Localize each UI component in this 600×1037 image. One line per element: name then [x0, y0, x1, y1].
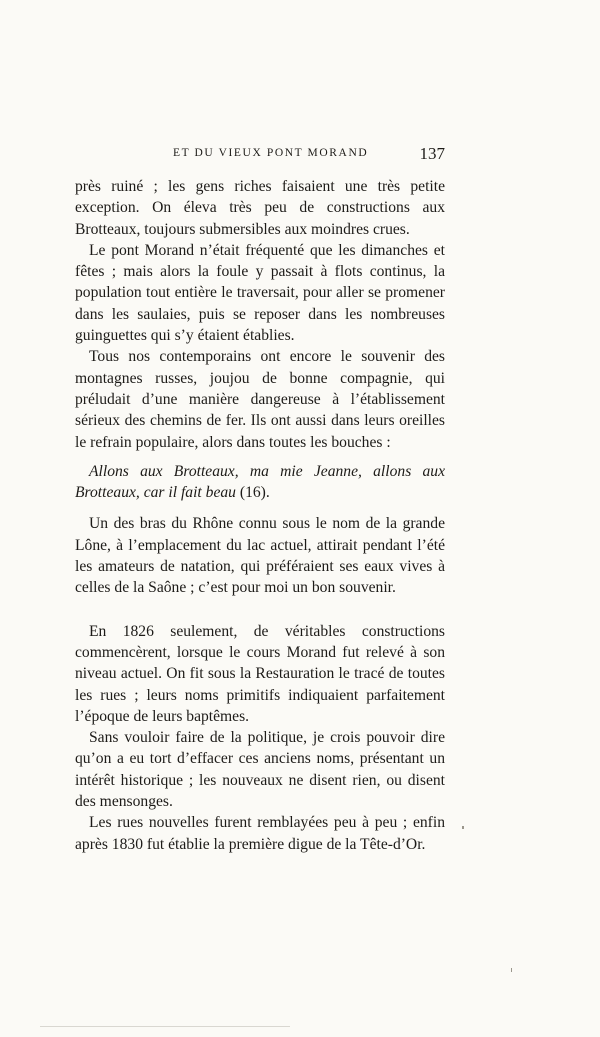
page-header [75, 144, 445, 167]
ink-speck [511, 968, 512, 972]
bottom-scan-marks [40, 1026, 290, 1027]
quoted-refrain [75, 461, 445, 504]
footnote-reference: (16). [239, 484, 270, 502]
paragraph-6: Sans vouloir faire de la politique, je crois pouvoir dire qu’on a eu tort d’effacer ces anciens noms, présentant un intérêt historique ; les nouveaux ne disent rien, ou disent des mensonges. [75, 729, 445, 811]
body-text [75, 176, 445, 855]
page-number: 137 [419, 144, 445, 163]
paragraph-1: près ruiné ; les gens riches faisaient une très petite exception. On éleva très peu de constructions aux Brotteaux, toujours submersibles aux moindres crues. [75, 178, 445, 238]
paragraph-5: En 1826 seulement, de véritables constructions commencèrent, lorsque le cours Morand fut relevé à son niveau actuel. On fit sous la Restauration le tracé de toutes les rues ; leurs noms primitifs indiquaient parfaitement l’époque de leurs baptêmes. [75, 622, 445, 725]
paragraph-2: Le pont Morand n’était fréquenté que les dimanches et fêtes ; mais alors la foule y passait à flots continus, la population tout entière le traversait, pour aller se promener dans les saulaies, puis se reposer dans les nombreuses guinguettes qui s’y étaient établies. [75, 241, 445, 345]
refrain-text: Allons aux Brotteaux, ma mie Jeanne, allons aux Brotteaux, car il fait beau [75, 462, 445, 502]
ink-speck [462, 826, 464, 829]
paragraph-4: Un des bras du Rhône connu sous le nom de la grande Lône, à l’emplacement du lac actuel, attirait pendant l’été les amateurs de natation, qui préféraient ses eaux vives à celles de la Saône ; c’est pour moi un bon souvenir. [75, 515, 445, 597]
running-title: ET DU VIEUX PONT MORAND [173, 147, 369, 159]
paragraph-3: Tous nos contemporains ont encore le souvenir des montagnes russes, joujou de bonne compagnie, qui préludait d’une manière dangereuse à l’établissement sérieux des chemins de fer. Ils ont aussi dans leurs oreilles le refrain populaire, alors dans toutes les bouches : [75, 348, 445, 451]
paragraph-7: Les rues nouvelles furent remblayées peu à peu ; enfin après 1830 fut établie la première digue de la Tête-d’Or. [75, 814, 445, 853]
